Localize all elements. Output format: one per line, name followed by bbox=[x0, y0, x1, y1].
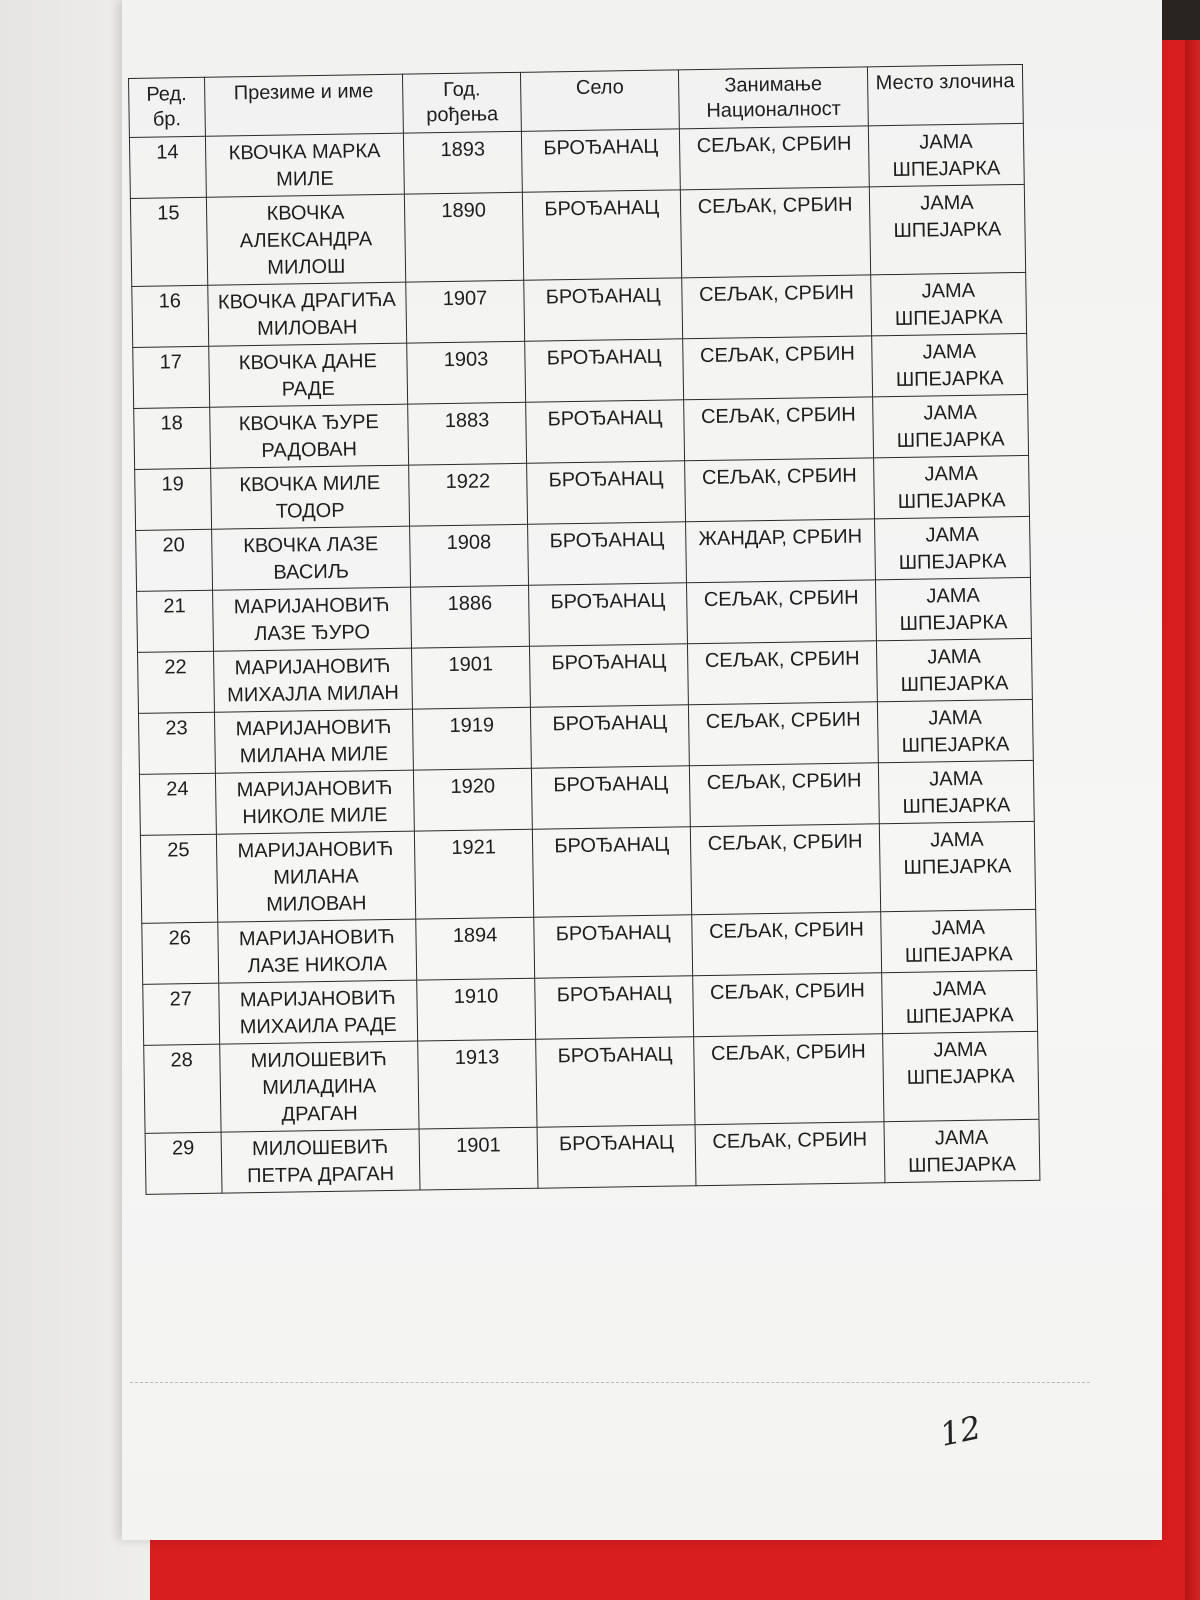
victims-table bbox=[128, 64, 1040, 1195]
cell-occupation: СЕЉАК, СРБИН bbox=[683, 336, 872, 400]
cell-occupation: ЖАНДАР, СРБИН bbox=[686, 519, 875, 583]
cell-village: БРОЂАНАЦ bbox=[532, 827, 692, 917]
cell-year: 1901 bbox=[412, 646, 531, 709]
cell-place: ЈАМА ШПЕЈАРКА bbox=[873, 455, 1029, 518]
cell-village: БРОЂАНАЦ bbox=[535, 976, 694, 1039]
cell-occupation: СЕЉАК, СРБИН bbox=[681, 187, 871, 278]
cell-occupation: СЕЉАК, СРБИН bbox=[692, 912, 881, 976]
cell-village: БРОЂАНАЦ bbox=[530, 644, 689, 707]
cell-village: БРОЂАНАЦ bbox=[534, 915, 693, 978]
cell-village: БРОЂАНАЦ bbox=[528, 522, 687, 585]
cell-village: БРОЂАНАЦ bbox=[525, 339, 684, 402]
cell-village: БРОЂАНАЦ bbox=[521, 129, 680, 192]
cell-place: ЈАМА ШПЕЈАРКА bbox=[878, 760, 1034, 823]
cell-place: ЈАМА ШПЕЈАРКА bbox=[871, 333, 1027, 396]
cell-place: ЈАМА ШПЕЈАРКА bbox=[880, 909, 1036, 972]
cell-place: ЈАМА ШПЕЈАРКА bbox=[877, 699, 1033, 762]
cell-name: КВОЧКА ЛАЗЕ ВАСИЉ bbox=[211, 526, 410, 590]
cell-name: МИЛОШЕВИЋ МИЛАДИНА ДРАГАН bbox=[219, 1041, 419, 1132]
cell-village: БРОЂАНАЦ bbox=[530, 705, 689, 768]
handwritten-page-number: 12 bbox=[936, 1408, 985, 1454]
cell-occupation: СЕЉАК, СРБИН bbox=[689, 702, 878, 766]
cell-name: МАРИЈАНОВИЋ МИХАИЛА РАДЕ bbox=[218, 980, 417, 1044]
victims-table-container bbox=[128, 64, 1040, 1195]
cell-year: 1886 bbox=[411, 585, 530, 648]
cell-occupation: СЕЉАК, СРБИН bbox=[694, 1034, 884, 1125]
cell-village: БРОЂАНАЦ bbox=[522, 190, 682, 280]
cell-num: 14 bbox=[129, 136, 206, 198]
cell-num: 28 bbox=[144, 1044, 221, 1133]
cell-occupation: СЕЉАК, СРБИН bbox=[684, 397, 873, 461]
cell-name: КВОЧКА ЂУРЕ РАДОВАН bbox=[209, 404, 408, 468]
cell-year: 1883 bbox=[408, 402, 527, 465]
cell-num: 23 bbox=[138, 712, 215, 774]
cell-occupation: СЕЉАК, СРБИН bbox=[695, 1122, 884, 1186]
cell-place: ЈАМА ШПЕЈАРКА bbox=[882, 1031, 1039, 1121]
cell-place: ЈАМА ШПЕЈАРКА bbox=[874, 516, 1030, 579]
table-row bbox=[130, 184, 1025, 286]
cell-num: 17 bbox=[133, 346, 210, 408]
cell-num: 24 bbox=[139, 773, 216, 835]
table-row bbox=[140, 821, 1035, 923]
cell-name: МАРИЈАНОВИЋ МИЛАНА МИЛЕ bbox=[214, 709, 413, 773]
cell-occupation: СЕЉАК, СРБИН bbox=[685, 458, 874, 522]
cell-name: КВОЧКА АЛЕКСАНДРА МИЛОШ bbox=[206, 194, 406, 285]
header-place: Место злочина bbox=[867, 64, 1023, 125]
cell-village: БРОЂАНАЦ bbox=[529, 583, 688, 646]
cell-year: 1921 bbox=[414, 829, 533, 919]
cell-village: БРОЂАНАЦ bbox=[526, 400, 685, 463]
cell-name: КВОЧКА ДРАГИЋА МИЛОВАН bbox=[207, 282, 406, 346]
cell-num: 26 bbox=[142, 922, 219, 984]
cell-place: ЈАМА ШПЕЈАРКА bbox=[869, 184, 1026, 274]
cell-village: БРОЂАНАЦ bbox=[531, 766, 690, 829]
cell-name: КВОЧКА МИЛЕ ТОДОР bbox=[210, 465, 409, 529]
cell-year: 1894 bbox=[416, 917, 535, 980]
cell-name: КВОЧКА МАРКА МИЛЕ bbox=[205, 133, 404, 197]
cell-place: ЈАМА ШПЕЈАРКА bbox=[872, 394, 1028, 457]
cell-occupation: СЕЉАК, СРБИН bbox=[693, 973, 882, 1037]
cell-village: БРОЂАНАЦ bbox=[536, 1037, 696, 1127]
cell-num: 22 bbox=[138, 651, 215, 713]
header-name: Презиме и име bbox=[204, 74, 403, 136]
cell-num: 16 bbox=[132, 285, 209, 347]
cell-village: БРОЂАНАЦ bbox=[537, 1125, 696, 1188]
cell-year: 1901 bbox=[419, 1127, 538, 1190]
binder-edge bbox=[1185, 40, 1200, 1600]
cell-name: МАРИЈАНОВИЋ МИХАЈЛА МИЛАН bbox=[213, 648, 412, 712]
cell-year: 1920 bbox=[414, 768, 533, 831]
cell-year: 1919 bbox=[413, 707, 532, 770]
cell-name: МАРИЈАНОВИЋ ЛАЗЕ ЂУРО bbox=[212, 587, 411, 651]
cell-year: 1890 bbox=[404, 192, 523, 282]
cell-village: БРОЂАНАЦ bbox=[527, 461, 686, 524]
cell-place: ЈАМА ШПЕЈАРКА bbox=[868, 123, 1024, 186]
header-num: Ред. бр. bbox=[129, 77, 205, 137]
cell-year: 1903 bbox=[407, 341, 526, 404]
cell-year: 1922 bbox=[409, 463, 528, 526]
header-year: Год. рођења bbox=[403, 72, 522, 133]
cell-place: ЈАМА ШПЕЈАРКА bbox=[876, 638, 1032, 701]
cell-num: 20 bbox=[136, 529, 213, 591]
cell-num: 15 bbox=[130, 197, 207, 286]
cell-occupation: СЕЉАК, СРБИН bbox=[682, 275, 871, 339]
cell-name: КВОЧКА ДАНЕ РАДЕ bbox=[208, 343, 407, 407]
dashed-divider bbox=[130, 1382, 1090, 1383]
cell-name: МАРИЈАНОВИЋ МИЛАНА МИЛОВАН bbox=[216, 831, 416, 922]
cell-num: 18 bbox=[134, 407, 211, 469]
cell-year: 1893 bbox=[404, 131, 523, 194]
cell-village: БРОЂАНАЦ bbox=[524, 278, 683, 341]
cell-year: 1907 bbox=[406, 280, 525, 343]
cell-name: МАРИЈАНОВИЋ ЛАЗЕ НИКОЛА bbox=[217, 919, 416, 983]
cell-occupation: СЕЉАК, СРБИН bbox=[690, 763, 879, 827]
cell-place: ЈАМА ШПЕЈАРКА bbox=[881, 970, 1037, 1033]
cell-year: 1910 bbox=[417, 978, 536, 1041]
cell-num: 25 bbox=[140, 834, 217, 923]
header-occupation: Занимање Националност bbox=[679, 67, 868, 129]
cell-num: 21 bbox=[137, 590, 214, 652]
cell-place: ЈАМА ШПЕЈАРКА bbox=[884, 1119, 1040, 1182]
header-village: Село bbox=[521, 70, 680, 131]
cell-num: 27 bbox=[143, 983, 220, 1045]
table-row bbox=[144, 1031, 1039, 1133]
cell-occupation: СЕЉАК, СРБИН bbox=[687, 580, 876, 644]
cell-occupation: СЕЉАК, СРБИН bbox=[691, 824, 881, 915]
cell-year: 1908 bbox=[410, 524, 529, 587]
table-body bbox=[129, 123, 1039, 1194]
cell-occupation: СЕЉАК, СРБИН bbox=[680, 126, 869, 190]
cell-year: 1913 bbox=[418, 1039, 537, 1129]
cell-name: МИЛОШЕВИЋ ПЕТРА ДРАГАН bbox=[221, 1129, 420, 1193]
cell-place: ЈАМА ШПЕЈАРКА bbox=[870, 272, 1026, 335]
cell-place: ЈАМА ШПЕЈАРКА bbox=[879, 821, 1036, 911]
cell-name: МАРИЈАНОВИЋ НИКОЛЕ МИЛЕ bbox=[215, 770, 414, 834]
cell-occupation: СЕЉАК, СРБИН bbox=[688, 641, 877, 705]
cell-place: ЈАМА ШПЕЈАРКА bbox=[875, 577, 1031, 640]
cell-num: 19 bbox=[135, 468, 212, 530]
cell-num: 29 bbox=[145, 1132, 222, 1194]
